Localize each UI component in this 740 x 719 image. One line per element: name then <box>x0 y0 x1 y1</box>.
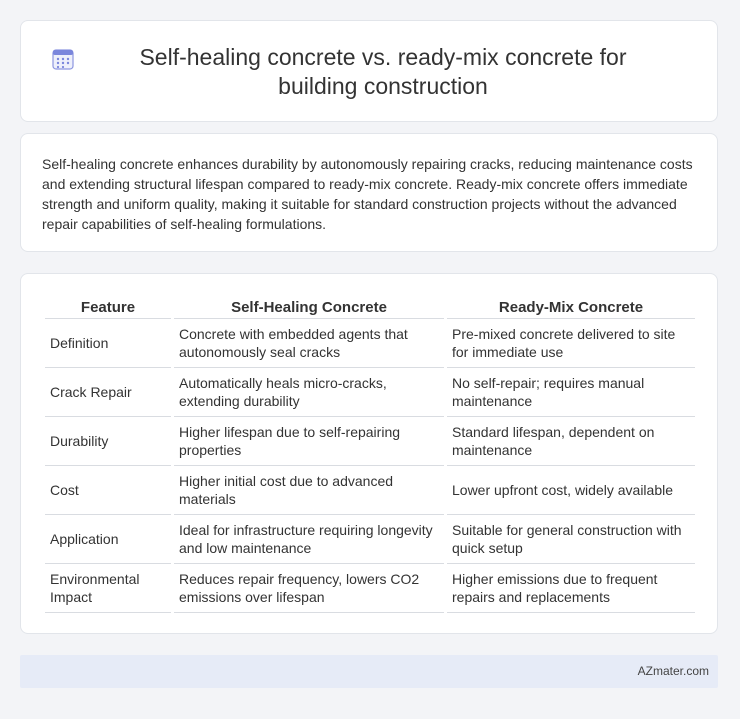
title-card <box>20 20 718 122</box>
header-feature: Feature <box>45 296 171 319</box>
row-self-healing: Reduces repair frequency, lowers CO2 emissions over lifespan <box>174 564 444 613</box>
table-header-row <box>45 296 695 319</box>
row-self-healing: Concrete with embedded agents that autonomously seal cracks <box>174 319 444 368</box>
footer-brand[interactable]: AZmater.com <box>637 664 709 678</box>
row-feature: Environmental Impact <box>45 564 171 613</box>
row-ready-mix: Standard lifespan, dependent on maintenance <box>447 417 695 466</box>
row-feature: Durability <box>45 417 171 466</box>
row-ready-mix: Lower upfront cost, widely available <box>447 466 695 515</box>
row-self-healing: Higher lifespan due to self-repairing properties <box>174 417 444 466</box>
footer-bar <box>20 655 718 688</box>
row-ready-mix: No self-repair; requires manual maintenance <box>447 368 695 417</box>
table-row <box>45 417 695 466</box>
summary-text: Self-healing concrete enhances durability by autonomously repairing cracks, reducing maintenance costs and extending structural lifespan compared to ready-mix concrete. Ready-mix concrete offers immediate strength and uniform quality, making it suitable for standard construction projects without the advanced repair capabilities of self-healing formulations. <box>42 156 693 232</box>
page-title: Self-healing concrete vs. ready-mix concrete for building construction <box>139 44 627 99</box>
comparison-card <box>20 273 718 634</box>
table-row <box>45 319 695 368</box>
row-feature: Application <box>45 515 171 564</box>
comparison-table <box>42 296 698 613</box>
table-row <box>45 466 695 515</box>
row-ready-mix: Suitable for general construction with quick setup <box>447 515 695 564</box>
table-row <box>45 564 695 613</box>
table-row <box>45 515 695 564</box>
row-self-healing: Higher initial cost due to advanced materials <box>174 466 444 515</box>
row-self-healing: Ideal for infrastructure requiring longevity and low maintenance <box>174 515 444 564</box>
row-feature: Cost <box>45 466 171 515</box>
header-ready-mix: Ready-Mix Concrete <box>447 296 695 319</box>
row-feature: Crack Repair <box>45 368 171 417</box>
table-row <box>45 368 695 417</box>
row-self-healing: Automatically heals micro-cracks, extending durability <box>174 368 444 417</box>
summary-card <box>20 133 718 252</box>
row-ready-mix: Higher emissions due to frequent repairs and replacements <box>447 564 695 613</box>
row-ready-mix: Pre-mixed concrete delivered to site for immediate use <box>447 319 695 368</box>
row-feature: Definition <box>45 319 171 368</box>
header-self-healing: Self-Healing Concrete <box>174 296 444 319</box>
